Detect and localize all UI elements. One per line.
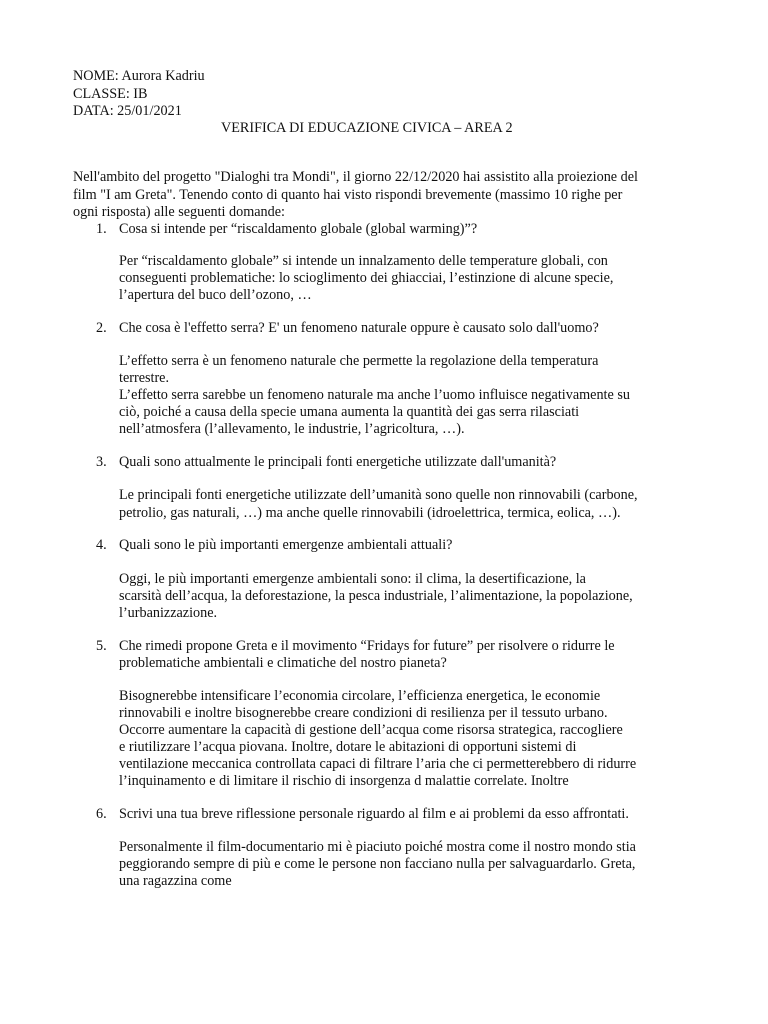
answer-line: Bisognerebbe intensificare l’economia circolare, l’efficienza energetica, le economie [119, 688, 601, 704]
answer-line: terrestre. [119, 370, 170, 386]
answer-line: Occorre aumentare la capacità di gestione dell’acqua come risorsa strategica, raccogliere [119, 722, 623, 738]
answer-line: e riutilizzare l’acqua piovana. Inoltre, dotare le abitazioni di opportuni sistemi di [119, 739, 577, 755]
intro-line: ogni risposta) alle seguenti domande: [73, 204, 285, 220]
answer-line: Le principali fonti energetiche utilizzate dell’umanità sono quelle non rinnovabili (carbone, [119, 487, 638, 503]
intro-line: Nell'ambito del progetto "Dialoghi tra Mondi", il giorno 22/12/2020 hai assistito alla proiezione del [73, 169, 638, 185]
answer-line: scarsità dell’acqua, la deforestazione, la pesca industriale, l’alimentazione, la popolazione, [119, 588, 633, 604]
answer-line: Oggi, le più importanti emergenze ambientali sono: il clima, la desertificazione, la [119, 571, 586, 587]
answer-line: ciò, poiché a causa della specie umana aumenta la quantità dei gas serra rilasciati [119, 404, 580, 420]
answer-line: Per “riscaldamento globale” si intende un innalzamento delle temperature globali, con [119, 253, 608, 269]
question-number: 5. [96, 638, 107, 654]
question-text: Quali sono attualmente le principali fonti energetiche utilizzate dall'umanità? [119, 454, 557, 470]
question-number: 3. [96, 454, 107, 470]
question-number: 1. [96, 221, 107, 237]
answer-line: ventilazione meccanica controllata capaci di filtrare l’aria che ci permetterebbero di ridurre [119, 756, 637, 772]
answer-line: nell’atmosfera (l’allevamento, le industrie, l’agricoltura, …). [119, 421, 465, 437]
question-text: Che cosa è l'effetto serra? E' un fenomeno naturale oppure è causato solo dall'uomo? [119, 320, 599, 336]
answer-line: una ragazzina come [119, 873, 232, 889]
answer-line: l’urbanizzazione. [119, 605, 218, 621]
question-number: 6. [96, 806, 107, 822]
answer-line: l’apertura del buco dell’ozono, … [119, 287, 312, 303]
question-text: Cosa si intende per “riscaldamento globale (global warming)”? [119, 221, 478, 237]
question-text: Che rimedi propone Greta e il movimento “Fridays for future” per risolvere o ridurre le [119, 638, 615, 654]
document-title: VERIFICA DI EDUCAZIONE CIVICA – AREA 2 [221, 120, 513, 136]
question-text: Scrivi una tua breve riflessione personale riguardo al film e ai problemi da esso affrontati. [119, 806, 629, 822]
answer-line: petrolio, gas naturali, …) ma anche quelle rinnovabili (idroelettrica, termica, eolica, …). [119, 505, 621, 521]
answer-line: Personalmente il film-documentario mi è piaciuto poiché mostra come il nostro mondo stia [119, 839, 636, 855]
answer-line: L’effetto serra è un fenomeno naturale che permette la regolazione della temperatura [119, 353, 599, 369]
intro-line: film "I am Greta". Tenendo conto di quanto hai visto rispondi brevemente (massimo 10 righe per [73, 187, 623, 203]
answer-line: conseguenti problematiche: lo scioglimento dei ghiacciai, l’estinzione di alcune specie, [119, 270, 614, 286]
student-name: NOME: Aurora Kadriu [73, 68, 205, 84]
question-number: 4. [96, 537, 107, 553]
student-class: CLASSE: IB [73, 86, 148, 102]
question-text: Quali sono le più importanti emergenze ambientali attuali? [119, 537, 453, 553]
test-date: DATA: 25/01/2021 [73, 103, 182, 119]
answer-line: L’effetto serra sarebbe un fenomeno naturale ma anche l’uomo influisce negativamente su [119, 387, 630, 403]
question-text: problematiche ambientali e climatiche del nostro pianeta? [119, 655, 447, 671]
answer-line: rinnovabili e inoltre bisognerebbe creare condizioni di resilienza per il tessuto urbano. [119, 705, 608, 721]
answer-line: l’inquinamento e di limitare il rischio di insorgenza d malattie correlate. Inoltre [119, 773, 569, 789]
question-number: 2. [96, 320, 107, 336]
answer-line: peggiorando sempre di più e come le persone non facciano nulla per salvaguardarlo. Greta, [119, 856, 636, 872]
